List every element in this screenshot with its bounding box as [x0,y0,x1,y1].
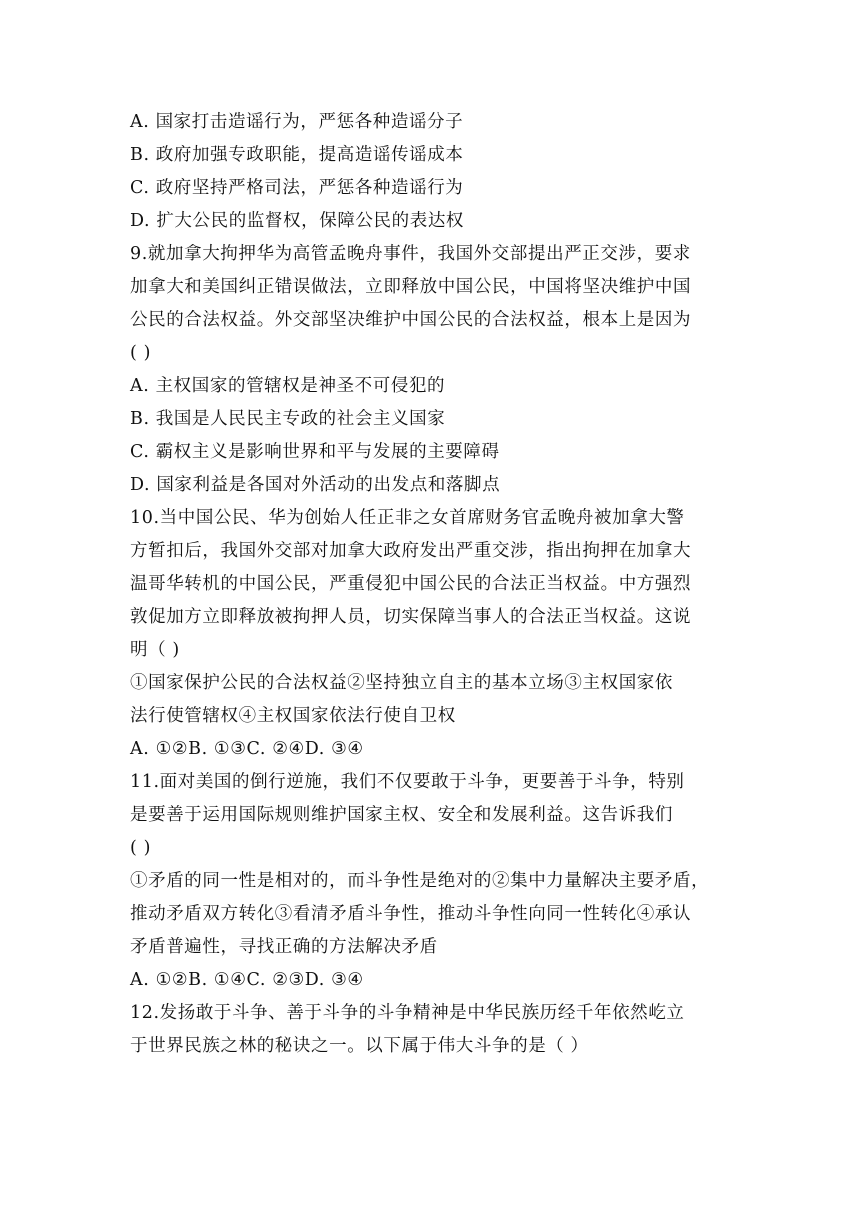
question-10-line-2: 方暂扣后，我国外交部对加拿大政府发出严重交涉，指出拘押在加拿大 [130,541,692,561]
option-8c: C. 政府坚持严格司法，严惩各种造谣行为 [130,178,464,198]
question-12-line-1: 12.发扬敢于斗争、善于斗争的斗争精神是中华民族历经千年依然屹立 [130,1003,685,1023]
option-9b: B. 我国是人民民主专政的社会主义国家 [130,409,446,429]
option-8d: D. 扩大公民的监督权，保障公民的表达权 [130,211,465,231]
question-10-options: A. ①②B. ①③C. ②④D. ③④ [130,739,364,759]
question-11-answer-blank: ( ) [130,838,152,858]
question-11-statements-line-2: 推动矛盾双方转化③看清矛盾斗争性，推动斗争性向同一性转化④承认 [130,904,692,924]
option-9c: C. 霸权主义是影响世界和平与发展的主要障碍 [130,442,500,462]
question-11-line-2: 是要善于运用国际规则维护国家主权、安全和发展利益。这告诉我们 [130,805,673,825]
option-9d: D. 国家利益是各国对外活动的出发点和落脚点 [130,475,501,495]
question-10-statements-line-2: 法行使管辖权④主权国家依法行使自卫权 [130,706,456,726]
question-12-line-2: 于世界民族之林的秘诀之一。以下属于伟大斗争的是（ ） [130,1036,589,1056]
question-10-line-5: 明（ ) [130,640,180,660]
question-10-statements-line-1: ①国家保护公民的合法权益②坚持独立自主的基本立场③主权国家依 [130,673,673,693]
option-9a: A. 主权国家的管辖权是神圣不可侵犯的 [130,376,446,396]
question-10-line-4: 敦促加方立即释放被拘押人员，切实保障当事人的合法正当权益。这说 [130,607,692,627]
question-9-line-2: 加拿大和美国纠正错误做法，立即释放中国公民，中国将坚决维护中国 [130,277,692,297]
option-8b: B. 政府加强专政职能，提高造谣传谣成本 [130,145,464,165]
question-9-line-3: 公民的合法权益。外交部坚决维护中国公民的合法权益，根本上是因为 [130,310,692,330]
question-11-options: A. ①②B. ①④C. ②③D. ③④ [130,970,364,990]
question-10-line-3: 温哥华转机的中国公民，严重侵犯中国公民的合法正当权益。中方强烈 [130,574,692,594]
question-11-line-1: 11.面对美国的倒行逆施，我们不仅要敢于斗争，更要善于斗争，特别 [130,772,685,792]
question-9-answer-blank: ( ) [130,343,152,363]
question-10-line-1: 10.当中国公民、华为创始人任正非之女首席财务官孟晚舟被加拿大警 [130,508,685,528]
question-9-line-1: 9.就加拿大拘押华为高管孟晚舟事件，我国外交部提出严正交涉，要求 [130,244,691,264]
question-11-statements-line-1: ①矛盾的同一性是相对的，而斗争性是绝对的②集中力量解决主要矛盾， [130,871,710,891]
option-8a: A. 国家打击造谣行为，严惩各种造谣分子 [130,112,464,132]
question-11-statements-line-3: 矛盾普遍性，寻找正确的方法解决矛盾 [130,937,438,957]
